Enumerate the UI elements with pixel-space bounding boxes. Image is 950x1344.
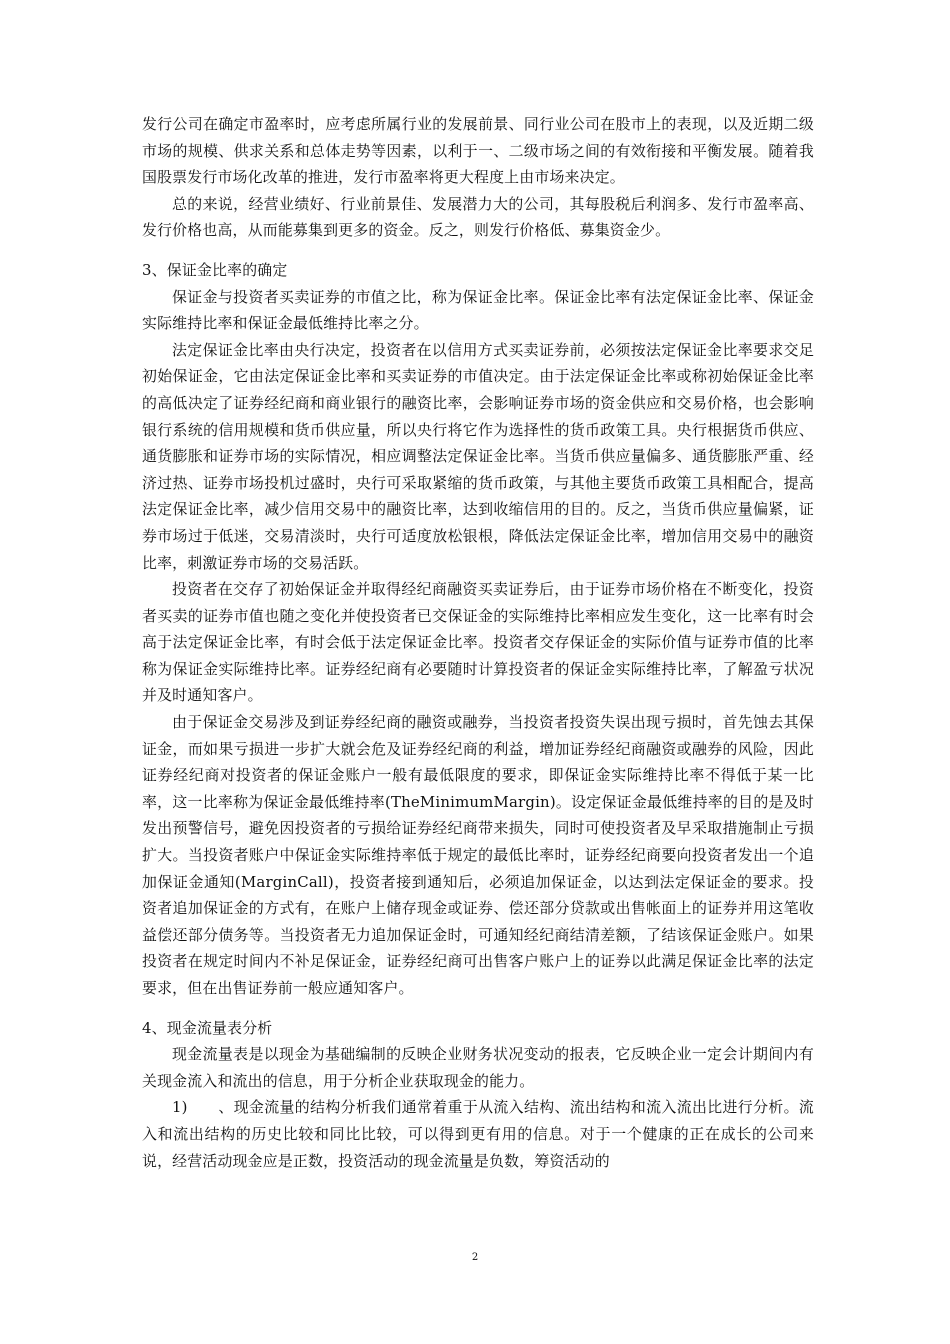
section-heading: 4、现金流量表分析 [142,1018,273,1037]
paragraph: 法定保证金比率由央行决定，投资者在以信用方式买卖证券前，必须按法定保证金比率要求交足初始保证金，它由法定保证金比率和买卖证券的市值决定。由于法定保证金比率或称初始保证金比率的高低决定了证券经纪商和商业银行的融资比率，会影响证券市场的资金供应和交易价格，也会影响银行系统的信用规模和货币供应量，所以央行将它作为选择性的货币政策工具。央行根据货币供应、通货膨胀和证券市场的实际情况，相应调整法定保证金比率。当货币供应量偏多、通货膨胀严重、经济过热、证券市场投机过盛时，央行可采取紧缩的货币政策，与其他主要货币政策工具相配合，提高法定保证金比率，减少信用交易中的融资比率，达到收缩信用的目的。反之，当货币供应量偏紧，证券市场过于低迷，交易清淡时，央行可适度放松银根，降低法定保证金比率，增加信用交易中的融资比率，刺激证券市场的交易活跃。 [142,340,814,572]
paragraph: 现金流量表是以现金为基础编制的反映企业财务状况变动的报表，它反映企业一定会计期间内有关现金流入和流出的信息，用于分析企业获取现金的能力。 [142,1045,814,1090]
paragraph: 发行公司在确定市盈率时，应考虑所属行业的发展前景、同行业公司在股市上的表现，以及近期二级市场的规模、供求关系和总体走势等因素，以利于一、二级市场之间的有效衔接和平衡发展。随着我国股票发行市场化改革的推进，发行市盈率将更大程度上由市场来决定。 [142,115,814,187]
paragraph: 保证金与投资者买卖证券的市值之比，称为保证金比率。保证金比率有法定保证金比率、保证金实际维持比率和保证金最低维持比率之分。 [142,287,814,333]
page-body [142,111,814,1174]
paragraph: 由于保证金交易涉及到证券经纪商的融资或融券，当投资者投资失误出现亏损时，首先蚀去其保证金，而如果亏损进一步扩大就会危及证券经纪商的利益，增加证券经纪商融资或融券的风险，因此证券经纪商对投资者的保证金账户一般有最低限度的要求，即保证金实际维持比率不得低于某一比率，这一比率称为保证金最低维持率(TheMinimumMargin)。设定保证金最低维持率的目的是及时发出预警信号，避免因投资者的亏损给证券经纪商带来损失，同时可使投资者及早采取措施制止亏损扩大。当投资者账户中保证金实际维持率低于规定的最低比率时，证券经纪商要向投资者发出一个追加保证金通知(MarginCall)，投资者接到通知后，必须追加保证金，以达到法定保证金的要求。投资者追加保证金的方式有，在账户上储存现金或证券、偿还部分贷款或出售帐面上的证券并用这笔收益偿还部分债务等。当投资者无力追加保证金时，可通知经纪商结清差额，了结该保证金账户。如果投资者在规定时间内不补足保证金，证券经纪商可出售客户账户上的证券以此满足保证金比率的法定要求，但在出售证券前一般应通知客户。 [142,713,814,997]
page-number: 2 [471,1252,479,1263]
paragraph: 投资者在交存了初始保证金并取得经纪商融资买卖证券后，由于证券市场价格在不断变化，投资者买卖的证券市值也随之变化并使投资者已交保证金的实际维持比率相应发生变化，这一比率有时会高于法定保证金比率，有时会低于法定保证金比率。投资者交存保证金的实际价值与证券市值的比率称为保证金实际维持比率。证券经纪商有必要随时计算投资者的保证金实际维持比率，了解盈亏状况并及时通知客户。 [142,580,814,705]
section-gap [142,244,814,257]
section-gap [142,1002,814,1015]
paragraph: 总的来说，经营业绩好、行业前景佳、发展潜力大的公司，其每股税后利润多、发行市盈率高、发行价格也高，从而能募集到更多的资金。反之，则发行价格低、募集资金少。 [142,194,814,240]
paragraph: 1) 、现金流量的结构分析我们通常着重于从流入结构、流出结构和流入流出比进行分析。流入和流出结构的历史比较和同比比较，可以得到更有用的信息。对于一个健康的正在成长的公司来说，经营活动现金应是正数，投资活动的现金流量是负数，筹资活动的 [142,1098,814,1170]
section-heading: 3、保证金比率的确定 [142,260,288,279]
